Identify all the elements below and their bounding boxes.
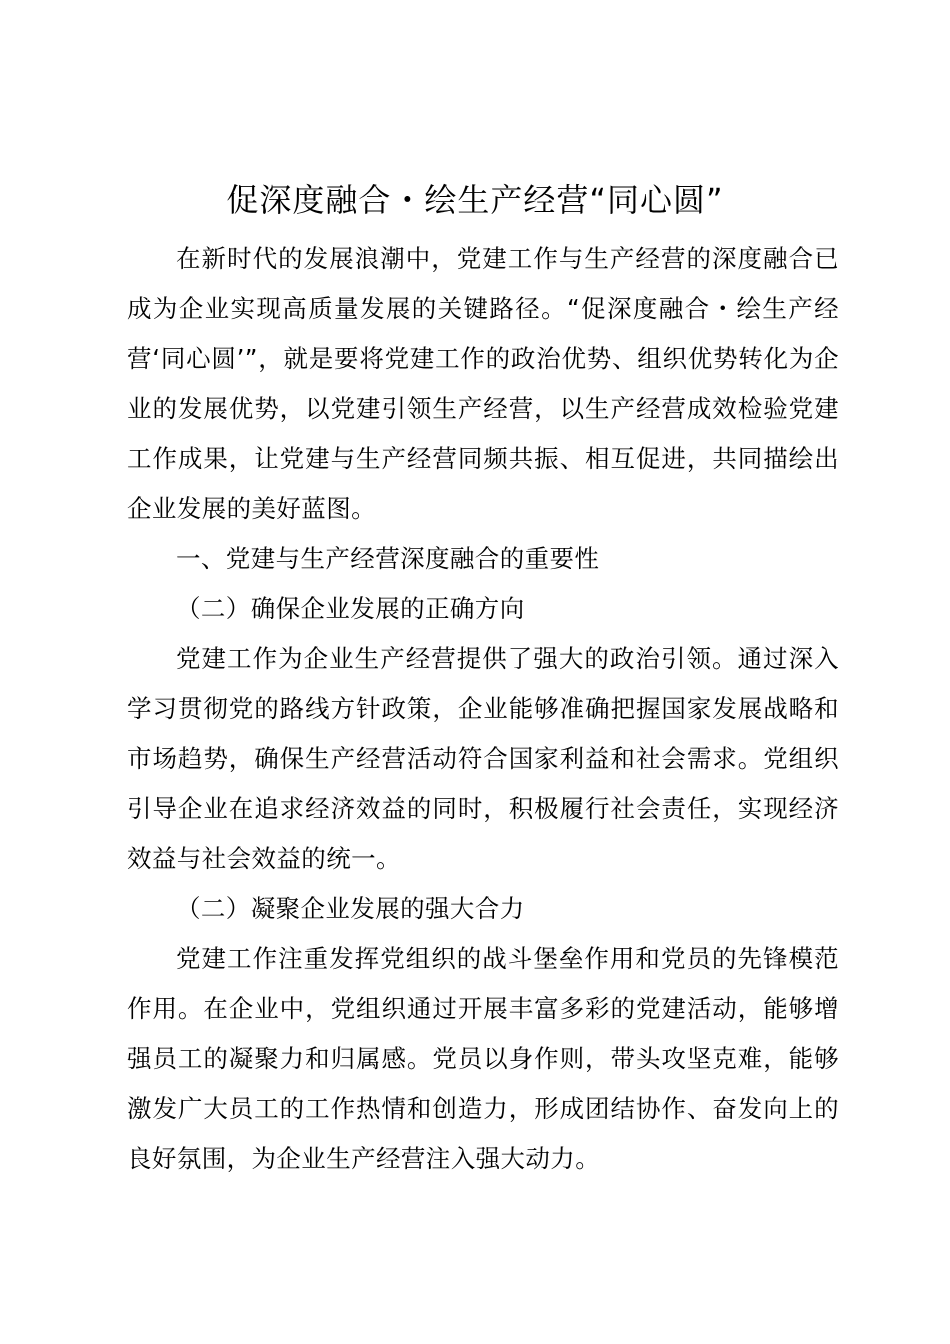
subsection-paragraph: 党建工作为企业生产经营提供了强大的政治引领。通过深入学习贯彻党的路线方针政策，企业能够准确把握国家发展战略和市场趋势，确保生产经营活动符合国家利益和社会需求。党组织引导企业在追求经济效益的同时，积极履行社会责任，实现经济效益与社会效益的统一。 [127, 644, 839, 873]
subsection-heading: （二）确保企业发展的正确方向 [176, 594, 525, 623]
document-body [127, 234, 839, 1184]
subsection-heading: （二）凝聚企业发展的强大合力 [176, 894, 525, 923]
intro-paragraph: 在新时代的发展浪潮中，党建工作与生产经营的深度融合已成为企业实现高质量发展的关键路径。“促深度融合・绘生产经营‘同心圆’”，就是要将党建工作的政治优势、组织优势转化为企业的发展优势，以党建引领生产经营，以生产经营成效检验党建工作成果，让党建与生产经营同频共振、相互促进，共同描绘出企业发展的美好蓝图。 [127, 244, 839, 523]
subsection-paragraph: 党建工作注重发挥党组织的战斗堡垒作用和党员的先锋模范作用。在企业中，党组织通过开展丰富多彩的党建活动，能够增强员工的凝聚力和归属感。党员以身作则，带头攻坚克难，能够激发广大员工的工作热情和创造力，形成团结协作、奋发向上的良好氛围，为企业生产经营注入强大动力。 [127, 944, 839, 1173]
section-heading: 一、党建与生产经营深度融合的重要性 [176, 544, 600, 573]
document-title: 促深度融合・绘生产经营“同心圆” [226, 181, 724, 219]
